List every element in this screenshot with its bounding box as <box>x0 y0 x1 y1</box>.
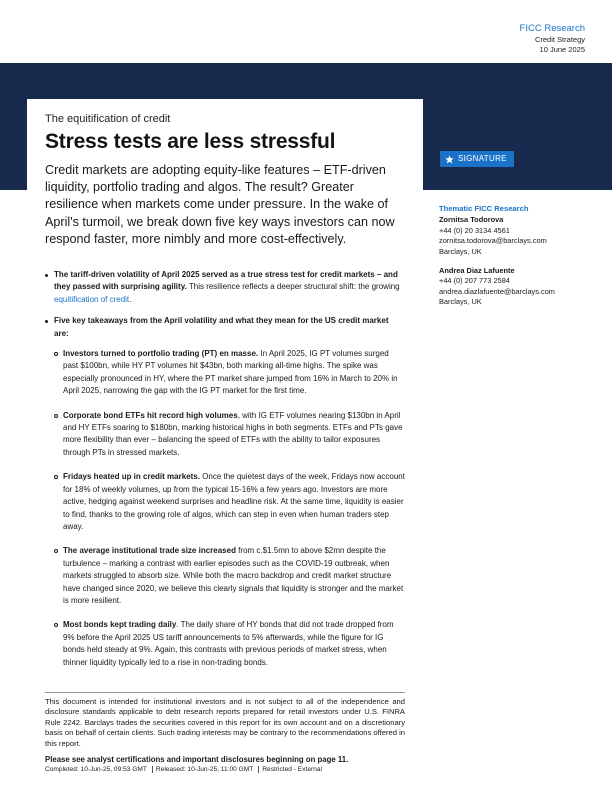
takeaway-bold: Investors turned to portfolio trading (PT) en masse. <box>63 349 259 359</box>
classification-label: Restricted - External <box>258 766 325 773</box>
sub-bullet-ring <box>54 475 58 479</box>
takeaway-text: Once the quietest days of the week, Fridays now account for 18% of weekly volumes, up from the typical 15-16% a few years ago. Investors are more active, hedging against weekend surprises and headline risk. At the same time, liquidity is easier to find, thanks to the growing role of algos, which can step in even when human traders step away. <box>63 472 405 531</box>
sub-bullet-ring <box>54 352 58 356</box>
released-timestamp: Released: 10-Jun-25, 11:00 GMT <box>152 766 256 773</box>
author-entity: Barclays, UK <box>439 246 482 256</box>
author-name: Andrea Diaz Lafuente <box>439 266 515 276</box>
takeaways-list <box>45 348 405 669</box>
takeaway-bold: Fridays heated up in credit markets. <box>63 472 200 482</box>
series-kicker: The equitification of credit <box>45 113 171 125</box>
takeaway-item <box>45 348 405 398</box>
bullet-bold: The tariff-driven volatility of April 2025 served as a true stress test for credit markets – and they passed with surprising agility. <box>54 270 398 292</box>
author-email[interactable]: andrea.diazlafuente@barclays.com <box>439 286 555 296</box>
sub-bullet-ring <box>54 414 58 418</box>
takeaway-text: , with IG ETF volumes nearing $130bn in April and HY ETFs soaring to $180bn, marking historical highs in both segments. ETFs and PTs gave more flexibility than ever – balancing the speed of ETFs with the ability to tailor exposures through PTs in stressed markets. <box>63 410 403 457</box>
takeaway-item <box>45 410 405 460</box>
takeaway-text: . The daily share of HY bonds that did not trade dropped from 9% before the April 2025 US tariff announcements to 5% afterwards, while the figure for IG bonds held steady at 9%. Again, this contrasts with previous periods of market stress, when thinner liquidity typically led to a rise in non-trading bonds. <box>63 620 394 667</box>
disclaimer-text: This document is intended for institutional investors and is not subject to all of the independence and disclosure standards applicable to debt research reports prepared for retail investors under U.S. FINRA Rule 2242. Barclays trades the securities covered in this report for its own account and on a discretionary basis on behalf of certain clients. Such trading interests may be contrary to the recommendations offered in this report. <box>45 697 405 748</box>
author-name: Zornitsa Todorova <box>439 215 504 225</box>
research-team: Thematic FICC Research <box>439 204 529 213</box>
author-email[interactable]: zornitsa.todorova@barclays.com <box>439 236 547 246</box>
bullet-text: This resilience reflects a deeper structural shift: the growing <box>186 282 400 292</box>
sub-bullet-ring <box>54 623 58 627</box>
takeaway-bold: Corporate bond ETFs hit record high volumes <box>63 410 238 420</box>
bullet-dot <box>45 320 48 323</box>
disclosures-notice: Please see analyst certifications and important disclosures beginning on page 11. <box>45 755 349 764</box>
takeaway-item <box>45 545 405 607</box>
completed-timestamp: Completed: 10-Jun-25, 09:53 GMT <box>45 766 147 773</box>
author-block <box>439 215 599 257</box>
report-header-meta <box>520 22 585 55</box>
bullet-bold: Five key takeaways from the April volatility and what they mean for the US credit market are: <box>54 316 389 338</box>
author-block <box>439 266 599 308</box>
department-label: FICC Research <box>519 23 585 34</box>
report-title: Stress tests are less stressful <box>45 130 336 153</box>
bullet-dot <box>45 274 48 277</box>
document-status <box>45 766 325 773</box>
takeaway-text: from c.$1.5mn to above $2mn despite the turbulence – marking a contrast with earlier episodes such as the COVID-19 outbreak, when markets struggled to absorb size. While both the macro backdrop and credit market structure have changed since 2020, we believe this clearly signals that liquidity is stronger and the market is more resilient. <box>63 546 404 605</box>
takeaway-item <box>45 471 405 533</box>
star-icon <box>445 155 454 164</box>
report-date: 10 June 2025 <box>539 45 585 54</box>
sub-bullet-ring <box>54 549 58 553</box>
key-points <box>45 269 405 669</box>
takeaway-bold: Most bonds kept trading daily <box>63 620 177 630</box>
equitification-link[interactable]: equitification of credit <box>54 294 130 304</box>
takeaway-bold: The average institutional trade size increased <box>63 546 236 556</box>
footer-divider <box>45 692 405 693</box>
bullet-item <box>45 315 405 669</box>
author-panel <box>439 204 599 308</box>
author-phone: +44 (0) 20 3134 4561 <box>439 225 510 235</box>
signature-badge <box>440 151 514 167</box>
bullet-end: . <box>129 294 132 304</box>
takeaway-text: In April 2025, IG PT volumes surged past $100bn, while HY PT volumes hit $43bn, both marking all-time highs. The spike was especially pronounced in HY, where the PT market share jumped from 16% in March to 20% in April 2025, narrowing the gap with the IG PT market for the first time. <box>63 349 398 396</box>
author-phone: +44 (0) 207 773 2584 <box>439 276 510 286</box>
bullet-item <box>45 269 405 306</box>
author-entity: Barclays, UK <box>439 297 482 307</box>
report-lede: Credit markets are adopting equity-like features – ETF-driven liquidity, portfolio trading and algos. The result? Greater resilience when markets come under pressure. In the wake of April's turmoil, we break down five key ways investors can now respond faster, more nimbly and more cost-effectively. <box>45 163 395 246</box>
takeaway-item <box>45 619 405 669</box>
subdepartment-label: Credit Strategy <box>534 35 585 44</box>
badge-label: SIGNATURE <box>458 154 507 163</box>
